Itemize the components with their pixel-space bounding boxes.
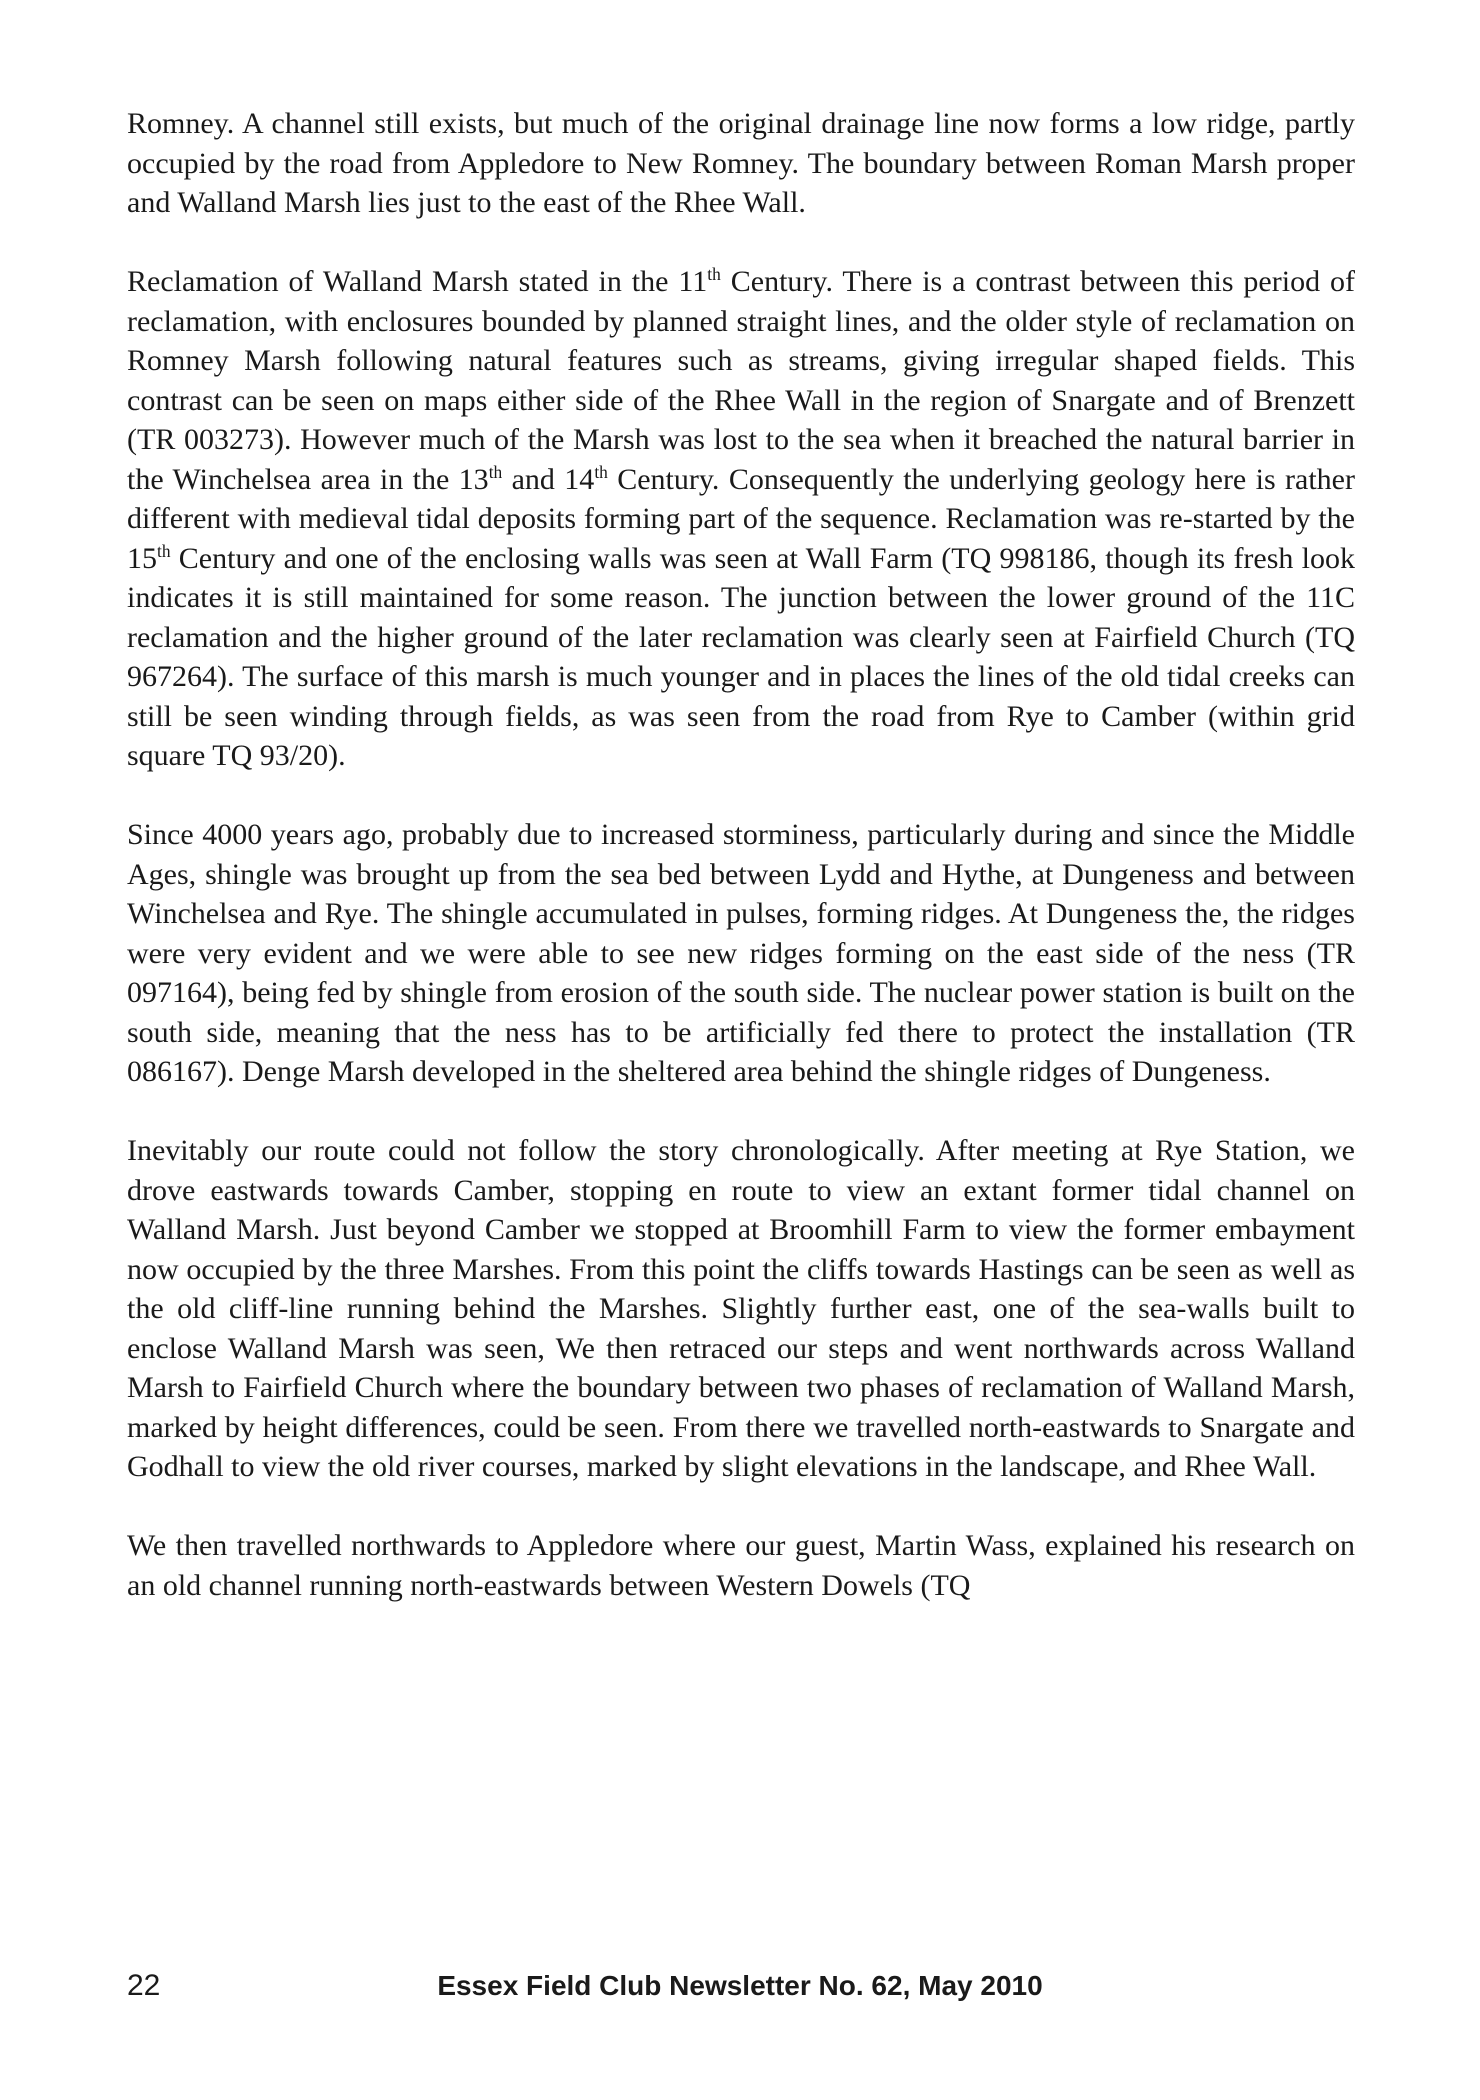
paragraph-text: Reclamation of Walland Marsh stated in the 11 bbox=[127, 265, 708, 298]
ordinal-superscript: th bbox=[594, 461, 608, 482]
body-paragraph bbox=[127, 1526, 1355, 1605]
article-body bbox=[127, 104, 1355, 1605]
ordinal-superscript: th bbox=[157, 540, 171, 561]
paragraph-text: Century. There is a contrast between this period of reclamation, with enclosures bounded by planned straight lines, and the older style of reclamation on Romney Marsh following natural features such as streams, giving irregular shaped fields. This contrast can be seen on maps either side of the Rhee Wall in the region of Snargate and of Brenzett (TR 003273). However much of the Marsh was lost to the sea when it breached the natural barrier in the Winchelsea area in the 13 bbox=[127, 265, 1355, 496]
newsletter-title: Essex Field Club Newsletter No. 62, May 2010 bbox=[437, 1970, 1043, 2001]
paragraph-text: We then travelled northwards to Appledore where our guest, Martin Wass, explained his research on an old channel running north-eastwards between Western Dowels (TQ bbox=[127, 1529, 1355, 1602]
body-paragraph bbox=[127, 1131, 1355, 1487]
page-footer bbox=[0, 1966, 1480, 2006]
paragraph-text: and 14 bbox=[502, 462, 595, 496]
ordinal-superscript: th bbox=[488, 461, 503, 482]
body-paragraph bbox=[127, 815, 1355, 1092]
paragraph-text: Inevitably our route could not follow the story chronologically. After meeting at Rye Station, we drove eastwards towards Camber, stopping en route to view an extant former tidal channel on Walland Marsh. Just beyond Camber we stopped at Broomhill Farm to view the former embayment now occupied by the three Marshes. From this point the cliffs towards Hastings can be seen as well as the old cliff-line running behind the Marshes. Slightly further east, one of the sea-walls built to enclose Walland Marsh was seen, We then retraced our steps and went northwards across Walland Marsh to Fairfield Church where the boundary between two phases of reclamation of Walland Marsh, marked by height differences, could be seen. From there we travelled north-eastwards to Snargate and Godhall to view the old river courses, marked by slight elevations in the landscape, and Rhee Wall. bbox=[127, 1134, 1355, 1483]
paragraph-text: Century and one of the enclosing walls was seen at Wall Farm (TQ 998186, though its fresh look indicates it is still maintained for some reason. The junction between the lower ground of the 11C reclamation and the higher ground of the later reclamation was clearly seen at Fairfield Church (TQ 967264). The surface of this marsh is much younger and in places the lines of the old tidal creeks can still be seen winding through fields, as was seen from the road from Rye to Camber (within grid square TQ 93/20). bbox=[127, 541, 1355, 772]
body-paragraph bbox=[127, 104, 1355, 223]
paragraph-text: Century. Consequently the underlying geology here is rather different with medieval tidal deposits forming part of the sequence. Reclamation was re-started by the 15 bbox=[127, 462, 1355, 575]
paragraph-text: Romney. A channel still exists, but much of the original drainage line now forms a low ridge, partly occupied by the road from Appledore to New Romney. The boundary between Roman Marsh proper and Walland Marsh lies just to the east of the Rhee Wall. bbox=[127, 107, 1355, 219]
ordinal-superscript: th bbox=[707, 264, 721, 285]
body-paragraph bbox=[127, 262, 1355, 776]
paragraph-text: Since 4000 years ago, probably due to increased storminess, particularly during and since the Middle Ages, shingle was brought up from the sea bed between Lydd and Hythe, at Dungeness and between Winchelsea and Rye. The shingle accumulated in pulses, forming ridges. At Dungeness the, the ridges were very evident and we were able to see new ridges forming on the east side of the ness (TR 097164), being fed by shingle from erosion of the south side. The nuclear power station is built on the south side, meaning that the ness has to be artificially fed there to protect the installation (TR 086167). Denge Marsh developed in the sheltered area behind the shingle ridges of Dungeness. bbox=[127, 818, 1355, 1088]
page-number: 22 bbox=[127, 1969, 161, 2002]
